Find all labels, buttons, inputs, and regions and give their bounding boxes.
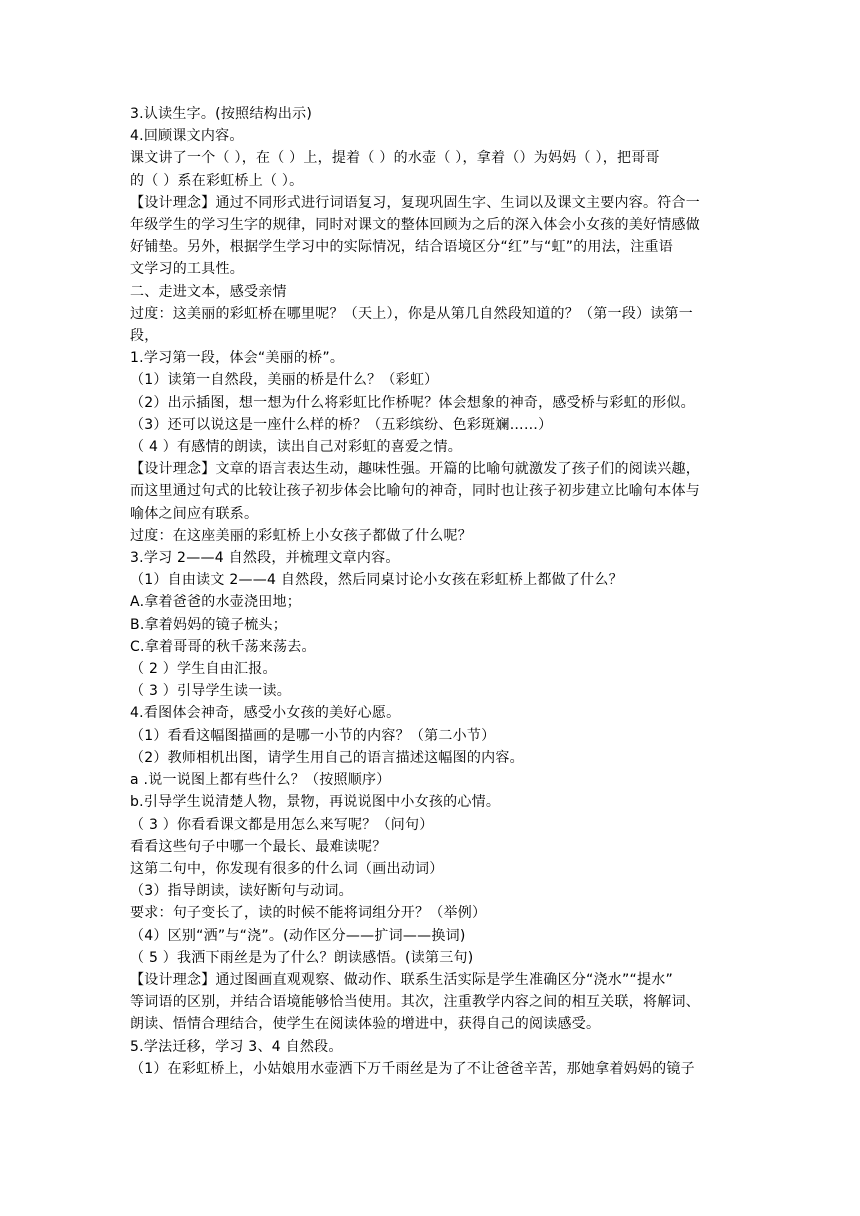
doc-line: b.引导学生说清楚人物，景物，再说说图中小女孩的心情。 xyxy=(130,794,501,811)
doc-line: 段， xyxy=(130,328,159,345)
doc-line: 过度：这美丽的彩虹桥在哪里呢？（天上），你是从第几自然段知道的？（第一段）读第一 xyxy=(130,305,693,322)
doc-line: 4.看图体会神奇，感受小女孩的美好心愿。 xyxy=(130,705,401,722)
doc-line: （4）区别“洒”与“浇”。(动作区分——扩词——换词) xyxy=(130,927,466,944)
doc-line: A.拿着爸爸的水壶浇田地； xyxy=(130,594,302,611)
doc-line: 朗读、悟情合理结合，使学生在阅读体验的增进中，获得自己的阅读感受。 xyxy=(130,1016,601,1033)
doc-line: 课文讲了一个（ ），在（ ）上，提着（ ）的水壶（ ），拿着（）为妈妈（ ），把哥哥 xyxy=(130,150,660,167)
section-heading: 二、走进文本，感受亲情 xyxy=(130,283,287,300)
design-concept-line: 【设计理念】文章的语言表达生动，趣味性强。开篇的比喻句就激发了孩子们的阅读兴趣， xyxy=(130,461,700,478)
doc-line: 而这里通过句式的比较让孩子初步体会比喻句的神奇，同时也让孩子初步建立比喻句本体与 xyxy=(130,483,700,500)
doc-line: 年级学生的学习生字的规律，同时对课文的整体回顾为之后的深入体会小女孩的美好情感做 xyxy=(130,217,700,234)
doc-line: 1.学习第一段，体会“美丽的桥”。 xyxy=(130,350,345,367)
doc-line: （ 3 ）你看看课文都是用怎么来写呢？（问句） xyxy=(130,816,434,833)
doc-line: （ 4 ）有感情的朗读，读出自己对彩虹的喜爱之情。 xyxy=(130,439,463,456)
doc-line: 3.认读生字。(按照结构出示) xyxy=(130,106,313,122)
doc-line: （1）读第一自然段，美丽的桥是什么？（彩虹） xyxy=(130,372,439,389)
doc-line: 好铺垫。另外，根据学生学习中的实际情况，结合语境区分“红”与“虹”的用法，注重语 xyxy=(130,239,674,256)
doc-line: B.拿着妈妈的镜子梳头； xyxy=(130,616,288,633)
doc-line: （1）在彩虹桥上，小姑娘用水壶洒下万千雨丝是为了不让爸爸辛苦，那她拿着妈妈的镜子 xyxy=(130,1060,695,1077)
doc-line: （3）还可以说这是一座什么样的桥？（五彩缤纷、色彩斑斓……） xyxy=(130,416,553,433)
design-concept-line: 【设计理念】通过图画直观观察、做动作、联系生活实际是学生准确区分“浇水”“提水” xyxy=(130,971,674,988)
doc-line: C.拿着哥哥的秋千荡来荡去。 xyxy=(130,638,316,655)
doc-line: 文学习的工具性。 xyxy=(130,261,244,278)
doc-line: 要求：句子变长了，读的时候不能将词组分开？（举例） xyxy=(130,905,487,922)
doc-line: 过度：在这座美丽的彩虹桥上小女孩子都做了什么呢？ xyxy=(130,527,472,544)
doc-line: （2）出示插图，想一想为什么将彩虹比作桥呢？体会想象的神奇，感受桥与彩虹的形似。 xyxy=(130,394,695,411)
doc-line: （1）看看这幅图描画的是哪一小节的内容？（第二小节） xyxy=(130,727,496,744)
doc-line: （3）指导朗读，读好断句与动词。 xyxy=(130,883,353,900)
doc-line: 的（ ）系在彩虹桥上（ ）。 xyxy=(130,172,304,189)
doc-line: 等词语的区别，并结合语境能够恰当使用。其次，注重教学内容之间的相互关联，将解词、 xyxy=(130,994,700,1011)
doc-line: a .说一说图上都有些什么？（按照顺序） xyxy=(130,772,391,789)
doc-line: 5.学法迁移，学习 3、4 自然段。 xyxy=(130,1038,343,1055)
doc-line: （ 2 ）学生自由汇报。 xyxy=(130,661,277,678)
doc-line: （ 5 ）我洒下雨丝是为了什么？朗读感悟。(读第三句) xyxy=(130,949,474,966)
doc-line: 看看这些句子中哪一个最长、最难读呢？ xyxy=(130,838,387,855)
doc-line: （ 3 ）引导学生读一读。 xyxy=(130,683,292,700)
doc-line: 喻体之间应有联系。 xyxy=(130,505,259,522)
doc-line: （1）自由读文 2——4 自然段，然后同桌讨论小女孩在彩虹桥上都做了什么？ xyxy=(130,572,623,589)
doc-line: 这第二句中，你发现有很多的什么词（画出动词） xyxy=(130,860,444,877)
design-concept-line: 【设计理念】通过不同形式进行词语复习，复现巩固生字、生词以及课文主要内容。符合一 xyxy=(130,194,700,211)
doc-line: （2）教师相机出图，请学生用自己的语言描述这幅图的内容。 xyxy=(130,749,524,766)
doc-line: 3.学习 2——4 自然段，并梳理文章内容。 xyxy=(130,550,400,567)
doc-line: 4.回顾课文内容。 xyxy=(130,128,244,145)
